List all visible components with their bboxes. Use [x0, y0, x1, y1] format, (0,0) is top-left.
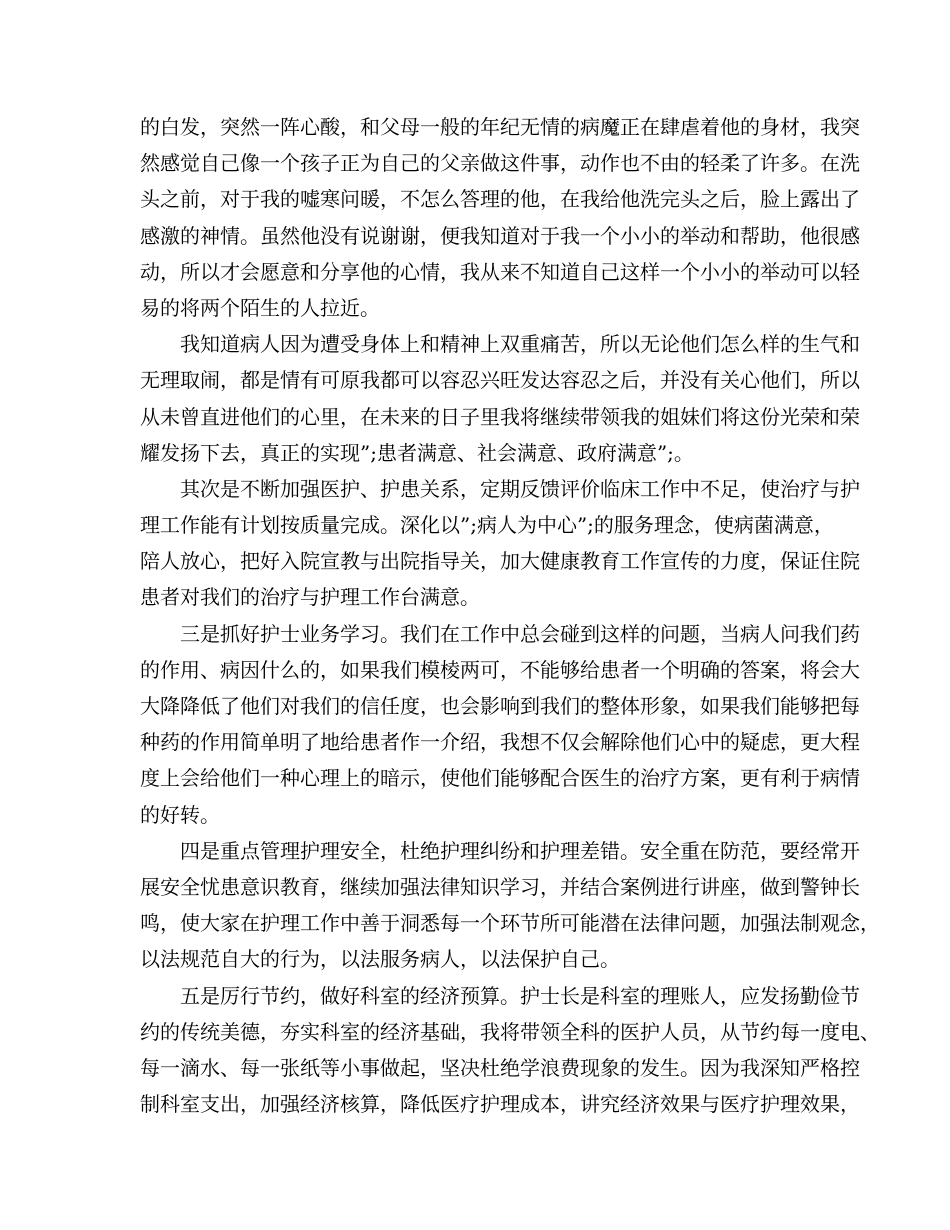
text-line: 鸣，使大家在护理工作中善于洞悉每一个环节所可能潜在法律问题，加强法制观念， [140, 911, 880, 936]
text-line: 患者对我们的治疗与护理工作台满意。 [140, 585, 480, 610]
paragraph-first-line: 我知道病人因为遭受身体上和精神上双重痛苦，所以无论他们怎么样的生气和 [180, 332, 860, 357]
text-line: 动，所以才会愿意和分享他的心情，我从来不知道自己这样一个小小的举动可以轻 [140, 259, 860, 284]
paragraph-first-line: 其次是不断加强医护、护患关系，定期反馈评价临床工作中不足，使治疗与护 [180, 476, 860, 501]
text-line: 约的传统美德，夯实科室的经济基础，我将带领全科的医护人员，从节约每一度电、 [140, 1019, 880, 1044]
paragraph-first-line: 五是厉行节约，做好科室的经济预算。护士长是科室的理账人，应发扬勤俭节 [180, 983, 860, 1008]
document-body [140, 109, 880, 1122]
text-line: 的好转。 [140, 802, 220, 827]
text-line: 然感觉自己像一个孩子正为自己的父亲做这件事，动作也不由的轻柔了许多。在洗 [140, 151, 860, 176]
text-line: 以法规范自大的行为，以法服务病人，以法保护自己。 [140, 947, 620, 972]
text-line: 理工作能有计划按质量完成。深化以”;病人为中心”;的服务理念，使病菌满意， [140, 513, 834, 538]
text-line: 大降降低了他们对我们的信任度，也会影响到我们的整体形象，如果我们能够把每 [140, 694, 860, 718]
text-line: 头之前，对于我的嘘寒问暖，不怎么答理的他，在我给他洗完头之后，脸上露出了 [140, 187, 860, 212]
text-line: 制科室支出，加强经济核算，降低医疗护理成本，讲究经济效果与医疗护理效果， [140, 1092, 860, 1117]
text-line: 从未曾直进他们的心里，在未来的日子里我将继续带领我的姐妹们将这份光荣和荣 [140, 404, 860, 429]
text-line: 耀发扬下去，真正的实现”;患者满意、社会满意、政府满意”;。 [140, 440, 694, 465]
text-line: 易的将两个陌生的人拉近。 [140, 295, 380, 320]
text-line: 感激的神情。虽然他没有说谢谢，便我知道对于我一个小小的举动和帮助，他很感 [140, 223, 860, 248]
text-line: 的白发，突然一阵心酸，和父母一般的年纪无情的病魔正在肆虐着他的身材，我突 [140, 115, 860, 139]
paragraph-first-line: 三是抓好护士业务学习。我们在工作中总会碰到这样的问题，当病人问我们药 [180, 621, 860, 646]
text-line: 展安全忧患意识教育，继续加强法律知识学习，并结合案例进行讲座，做到警钟长 [140, 874, 860, 899]
text-line: 陪人放心，把好入院宣教与出院指导关，加大健康教育工作宣传的力度，保证住院 [140, 549, 860, 574]
text-line: 无理取闹，都是情有可原我都可以容忍兴旺发达容忍之后，并没有关心他们，所以 [140, 368, 860, 393]
text-line: 度上会给他们一种心理上的暗示，使他们能够配合医生的治疗方案，更有利于病情 [140, 766, 860, 791]
text-line: 每一滴水、每一张纸等小事做起，坚决杜绝学浪费现象的发生。因为我深知严格控 [140, 1055, 860, 1080]
text-line: 的作用、病因什么的，如果我们模棱两可，不能够给患者一个明确的答案，将会大 [140, 657, 860, 682]
paragraph-first-line: 四是重点管理护理安全，杜绝护理纠纷和护理差错。安全重在防范，要经常开 [180, 838, 860, 863]
text-line: 种药的作用简单明了地给患者作一介绍，我想不仅会解除他们心中的疑虑，更大程 [140, 730, 860, 755]
